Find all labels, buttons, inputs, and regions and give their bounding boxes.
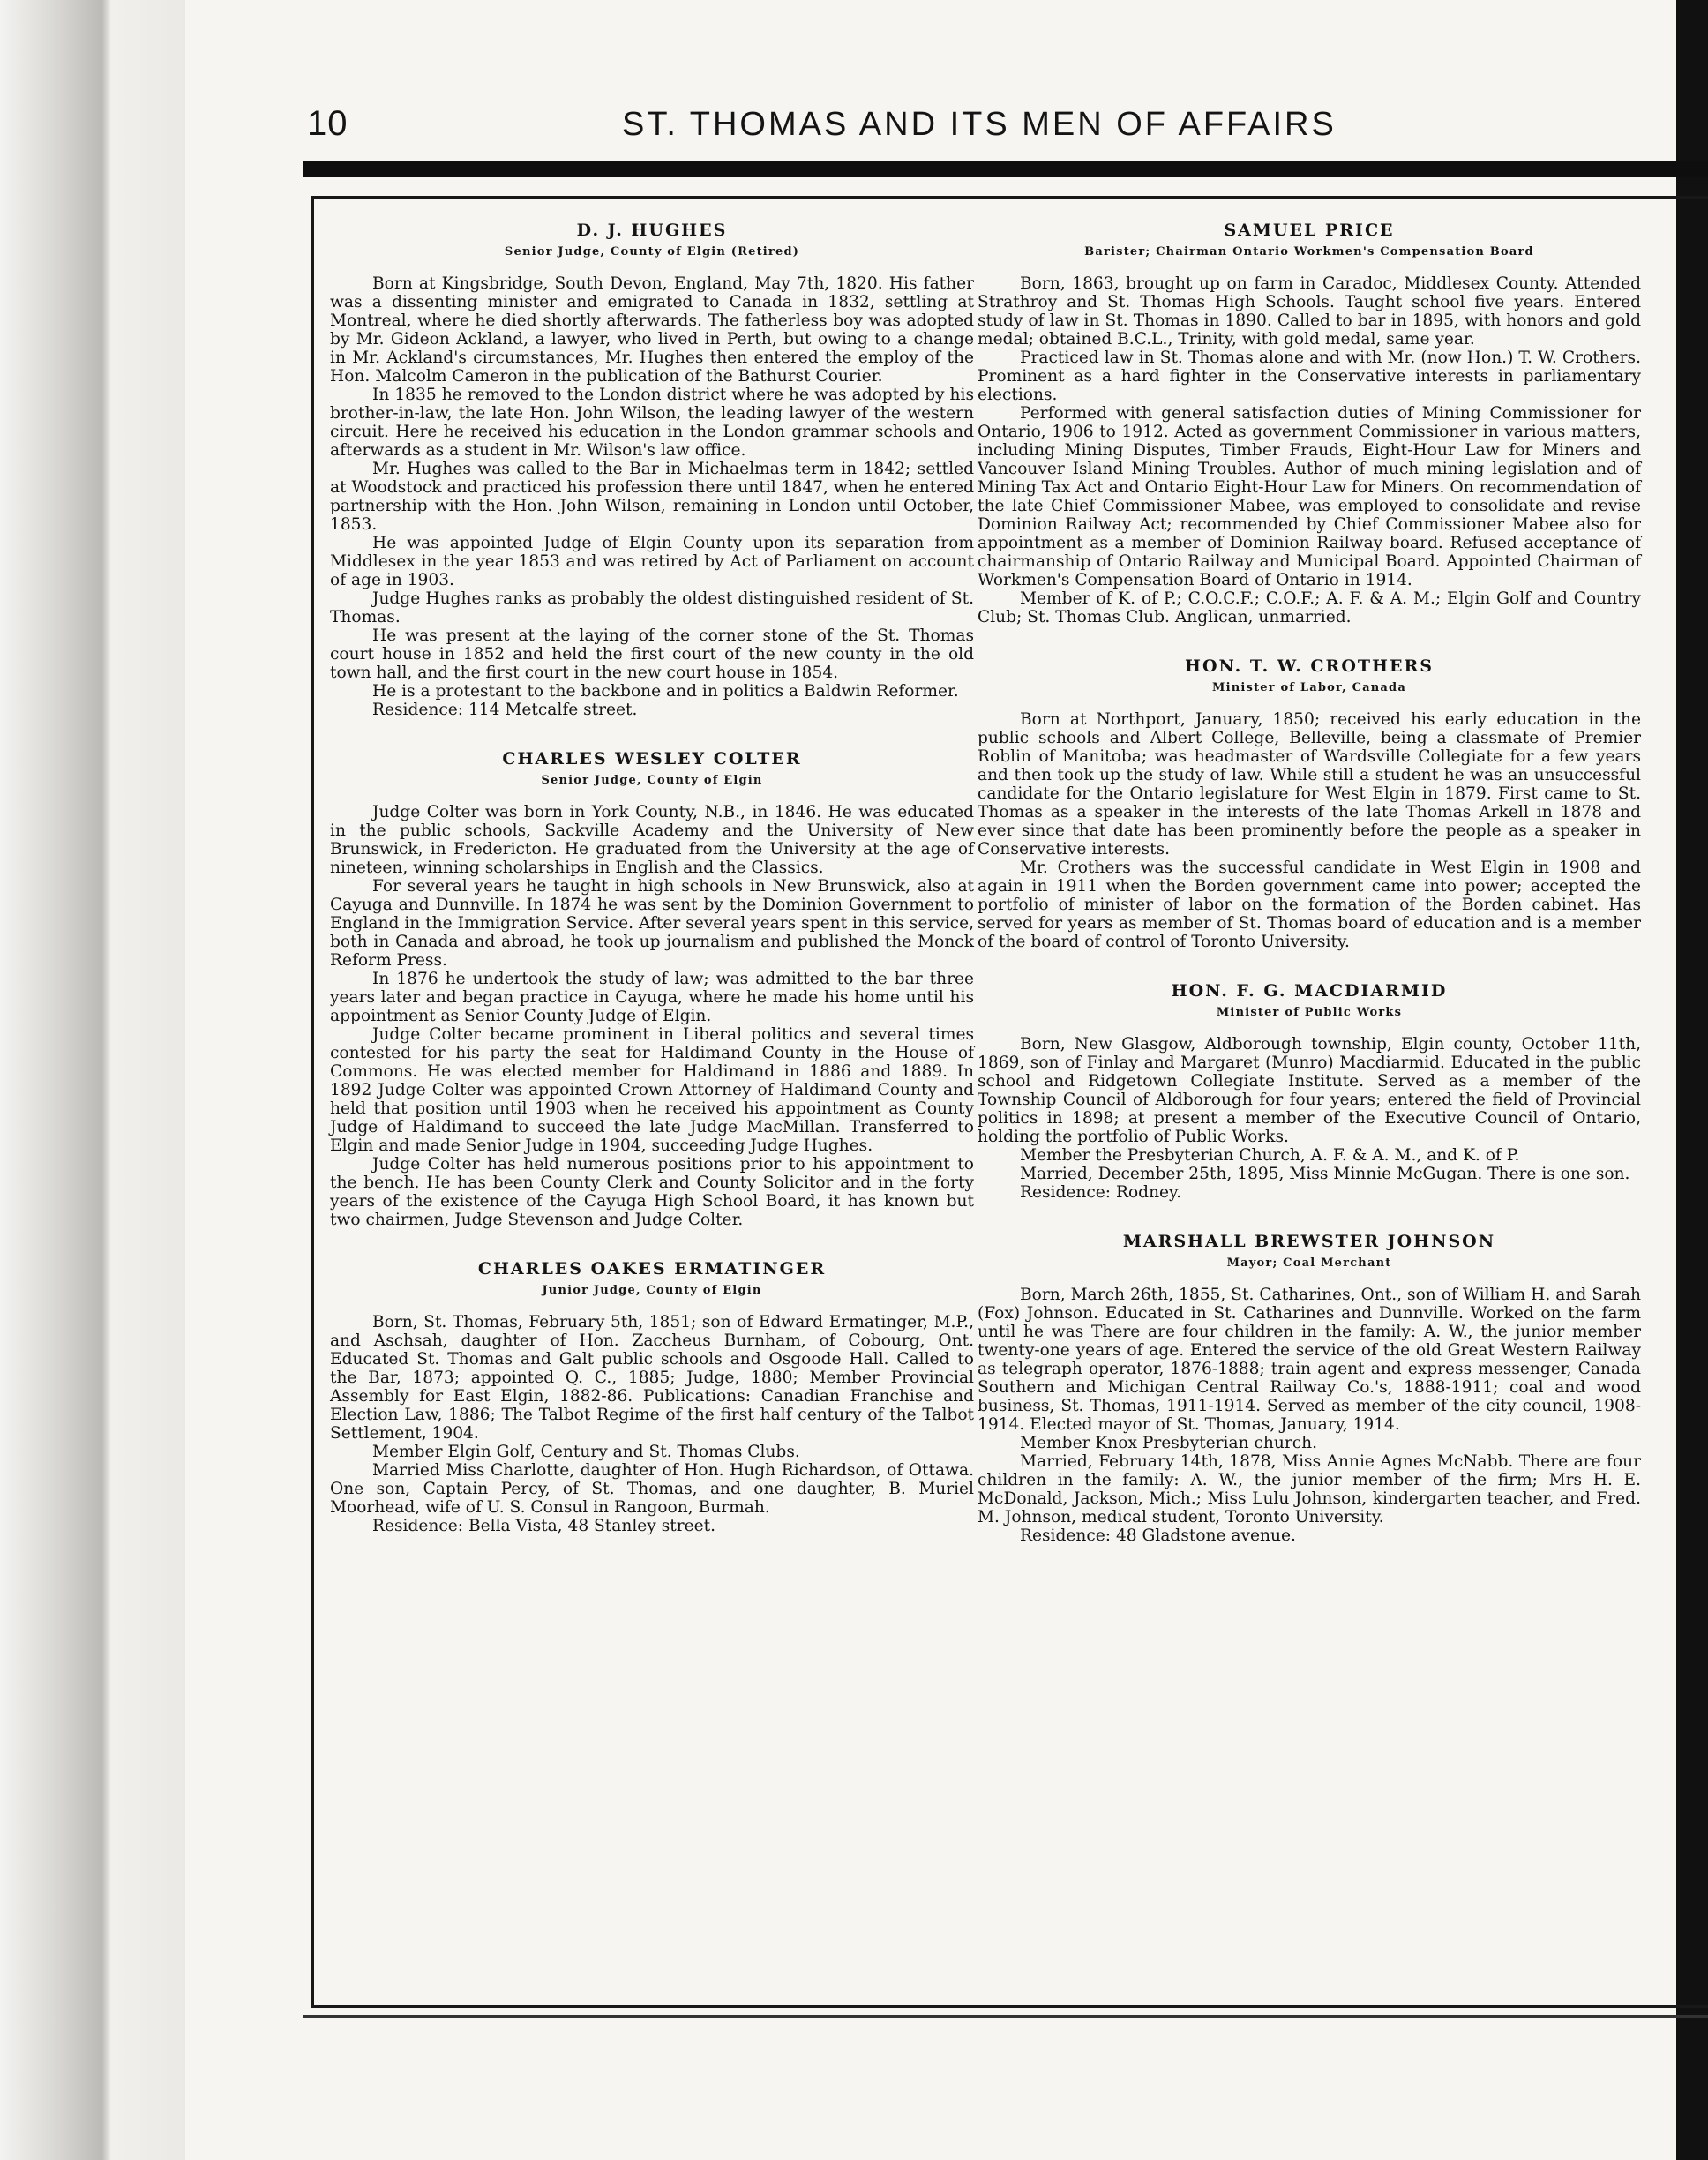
paragraph: In 1876 he undertook the study of law; was admitted to the bar three years later and began practice in Cayuga, where he made his home until his appointment as Senior County Judge of Elgin.: [330, 970, 974, 1025]
paragraph: He was present at the laying of the corner stone of the St. Thomas court house in 1852 and held the first court of the new county in the old town hall, and the first court in the new court house in 1854.: [330, 626, 974, 682]
person-office: Senior Judge, County of Elgin (Retired): [504, 245, 800, 259]
paragraph: Mr. Crothers was the successful candidate in West Elgin in 1908 and again in 1911 when the Borden government came into power; accepted the portfolio of minister of labor on the formation of the Borden cabinet. Has served for years as member of St. Thomas board of education and is a member of the board of control of Toronto University.: [978, 859, 1641, 951]
paragraph: Judge Colter became prominent in Liberal politics and several times contested for his party the seat for Haldimand County in the House of Commons. He was elected member for Haldimand in 1886 and 1889. In 1892 Judge Colter was appointed Crown Attorney of Haldimand County and held that position until 1903 when he received his appointment as County Judge of Haldimand to succeed the late Judge MacMillan. Transferred to Elgin and made Senior Judge in 1904, succeeding Judge Hughes.: [330, 1025, 974, 1155]
paragraph: Mr. Hughes was called to the Bar in Michaelmas term in 1842; settled at Woodstock and practiced his profession there until 1847, when he entered partnership with the Hon. John Wilson, remaining in London until October, 1853.: [330, 460, 974, 534]
biography-entry: [978, 221, 1641, 626]
scan-binding-margin: [0, 0, 185, 2160]
biography-entry: [330, 221, 974, 719]
biography-entry: [978, 1232, 1641, 1545]
person-name: CHARLES OAKES ERMATINGER: [477, 1259, 827, 1279]
paragraph: Married, February 14th, 1878, Miss Annie Agnes McNabb. There are four children in the family: A. W., the junior member of the firm; Mrs H. E. McDonald, Jackson, Mich.; Miss Lulu Johnson, kindergarten teacher, and Fred. M. Johnson, medical student, Toronto University.: [978, 1452, 1641, 1526]
paragraph: Born at Northport, January, 1850; received his early education in the public schools and Albert College, Belleville, being a classmate of Premier Roblin of Manitoba; was headmaster of Wardsville Collegiate for a few years and then took up the study of law. While still a student he was an unsuccessful candidate for the Ontario legislature for West Elgin in 1879. First came to St. Thomas as a speaker in the interests of the late Thomas Arkell in 1878 and ever since that date has been prominently before the people as a speaker in Conservative interests.: [978, 710, 1641, 859]
paragraph: Practiced law in St. Thomas alone and with Mr. (now Hon.) T. W. Crothers. Prominent as a hard fighter in the Conservative interests in parliamentary elections.: [978, 349, 1641, 404]
person-name: SAMUEL PRICE: [1224, 221, 1395, 240]
residence-line: Residence: Bella Vista, 48 Stanley street.: [372, 1517, 715, 1535]
paragraph: Born at Kingsbridge, South Devon, England, May 7th, 1820. His father was a dissenting minister and emigrated to Canada in 1832, settling at Montreal, where he died shortly afterwards. The fatherless boy was adopted by Mr. Gideon Ackland, a lawyer, who lived in Perth, but owing to a change in Mr. Ackland's circumstances, Mr. Hughes then entered the employ of the Hon. Malcolm Cameron in the publication of the Bathurst Courier.: [330, 274, 974, 386]
residence-line: Residence: Rodney.: [1020, 1183, 1181, 1202]
person-name: HON. F. G. MACDIARMID: [1171, 981, 1448, 1001]
paragraph: Performed with general satisfaction duties of Mining Commissioner for Ontario, 1906 to 1912. Acted as government Commissioner in various matters, including Mining Disputes, Timber Frauds, Eight-Hour Law for Miners and Vancouver Island Mining Troubles. Author of much mining legislation and of Mining Tax Act and Ontario Eight-Hour Law for Miners. On recommendation of the late Chief Commissioner Mabee, was employed to consolidate and revise Dominion Railway Act; recommended by Chief Commissioner Mabee also for appointment as a member of Dominion Railway board. Refused acceptance of chairmanship of Ontario Railway and Municipal Board. Appointed Chairman of Workmen's Compensation Board of Ontario in 1914.: [978, 404, 1641, 589]
paragraph: Born, 1863, brought up on farm in Caradoc, Middlesex County. Attended Strathroy and St. Thomas High Schools. Taught school five years. Entered study of law in St. Thomas in 1890. Called to bar in 1895, with honors and gold medal; obtained B.C.L., Trinity, with gold medal, same year.: [978, 274, 1641, 349]
person-office: Mayor; Coal Merchant: [1226, 1256, 1392, 1270]
biography-entry: [330, 749, 974, 1229]
paragraph: Member of K. of P.; C.O.C.F.; C.O.F.; A. F. & A. M.; Elgin Golf and Country Club; St. Thomas Club. Anglican, unmarried.: [978, 589, 1641, 626]
person-name: D. J. HUGHES: [576, 221, 728, 240]
person-name: HON. T. W. CROTHERS: [1185, 656, 1434, 676]
paragraph: Judge Colter was born in York County, N.B., in 1846. He was educated in the public schools, Sackville Academy and the University of New Brunswick, in Fredericton. He graduated from the University at the age of nineteen, winning scholarships in English and the Classics.: [330, 803, 974, 877]
residence-line: Residence: 48 Gladstone avenue.: [1020, 1526, 1296, 1545]
paragraph: Member the Presbyterian Church, A. F. & A. M., and K. of P.: [1020, 1146, 1520, 1165]
biography-entry: [330, 1259, 974, 1535]
paragraph: Born, St. Thomas, February 5th, 1851; son of Edward Ermatinger, M.P., and Aschsah, daughter of Hon. Zaccheus Burnham, of Cobourg, Ont. Educated St. Thomas and Galt public schools and Osgoode Hall. Called to the Bar, 1873; appointed Q. C., 1885; Judge, 1880; Member Provincial Assembly for East Elgin, 1882-86. Publications: Canadian Franchise and Election Law, 1886; The Talbot Regime of the first half century of the Talbot Settlement, 1904.: [330, 1313, 974, 1443]
person-name: MARSHALL BREWSTER JOHNSON: [1122, 1232, 1496, 1251]
person-office: Junior Judge, County of Elgin: [542, 1284, 762, 1297]
paragraph: Married Miss Charlotte, daughter of Hon. Hugh Richardson, of Ottawa. One son, Captain Percy, of St. Thomas, and one daughter, B. Muriel Moorhead, wife of U. S. Consul in Rangoon, Burmah.: [330, 1461, 974, 1517]
paragraph: Member Knox Presbyterian church.: [1020, 1434, 1318, 1452]
person-office: Minister of Labor, Canada: [1212, 681, 1406, 694]
person-office: Minister of Public Works: [1216, 1006, 1403, 1019]
person-office: Barister; Chairman Ontario Workmen's Compensation Board: [1084, 245, 1534, 259]
page-number: 10: [307, 104, 348, 143]
biography-entry: [978, 656, 1641, 951]
paragraph: He is a protestant to the backbone and in politics a Baldwin Reformer.: [372, 682, 959, 701]
right-column: [978, 221, 1641, 1575]
paragraph: In 1835 he removed to the London district where he was adopted by his brother-in-law, the late Hon. John Wilson, the leading lawyer of the western circuit. Here he received his education in the London grammar schools and afterwards as a student in Mr. Wilson's law office.: [330, 386, 974, 460]
residence-line: Residence: 114 Metcalfe street.: [372, 701, 638, 719]
left-column: [330, 221, 974, 1565]
biography-entry: [978, 981, 1641, 1202]
paragraph: He was appointed Judge of Elgin County upon its separation from Middlesex in the year 1853 and was retired by Act of Parliament on account of age in 1903.: [330, 534, 974, 589]
footer-rule: [303, 2015, 1708, 2018]
running-title: ST. THOMAS AND ITS MEN OF AFFAIRS: [622, 106, 1337, 143]
document-page: [185, 0, 1676, 2160]
person-name: CHARLES WESLEY COLTER: [502, 749, 802, 769]
paragraph: Judge Hughes ranks as probably the oldest distinguished resident of St. Thomas.: [330, 589, 974, 626]
paragraph: Member Elgin Golf, Century and St. Thomas Clubs.: [372, 1443, 800, 1461]
paragraph: Born, March 26th, 1855, St. Catharines, Ont., son of William H. and Sarah (Fox) Johnson. Educated in St. Catharines and Dunnville. Worked on the farm until he was There are four children in the family: A. W., the junior member twenty-one years of age. Entered the service of the old Great Western Railway as telegraph operator, 1876-1888; train agent and express messenger, Canada Southern and Michigan Central Railway Co.'s, 1888-1911; coal and wood business, St. Thomas, 1911-1914. Served as member of the city council, 1908-1914. Elected mayor of St. Thomas, January, 1914.: [978, 1286, 1641, 1434]
header-rule: [303, 161, 1708, 177]
person-office: Senior Judge, County of Elgin: [541, 774, 763, 787]
paragraph: Born, New Glasgow, Aldborough township, Elgin county, October 11th, 1869, son of Finlay and Margaret (Munro) Macdiarmid. Educated in the public school and Ridgetown Collegiate Institute. Served as a member of the Township Council of Aldborough for four years; entered the field of Provincial politics in 1898; at present a member of the Executive Council of Ontario, holding the portfolio of Public Works.: [978, 1035, 1641, 1146]
paragraph: Judge Colter has held numerous positions prior to his appointment to the bench. He has been County Clerk and County Solicitor and in the forty years of the existence of the Cayuga High School Board, it has known but two chairmen, Judge Stevenson and Judge Colter.: [330, 1155, 974, 1229]
paragraph: Married, December 25th, 1895, Miss Minnie McGugan. There is one son.: [1020, 1165, 1630, 1183]
paragraph: For several years he taught in high schools in New Brunswick, also at Cayuga and Dunnville. In 1874 he was sent by the Dominion Government to England in the Immigration Service. After several years spent in this service, both in Canada and abroad, he took up journalism and published the Monck Reform Press.: [330, 877, 974, 970]
